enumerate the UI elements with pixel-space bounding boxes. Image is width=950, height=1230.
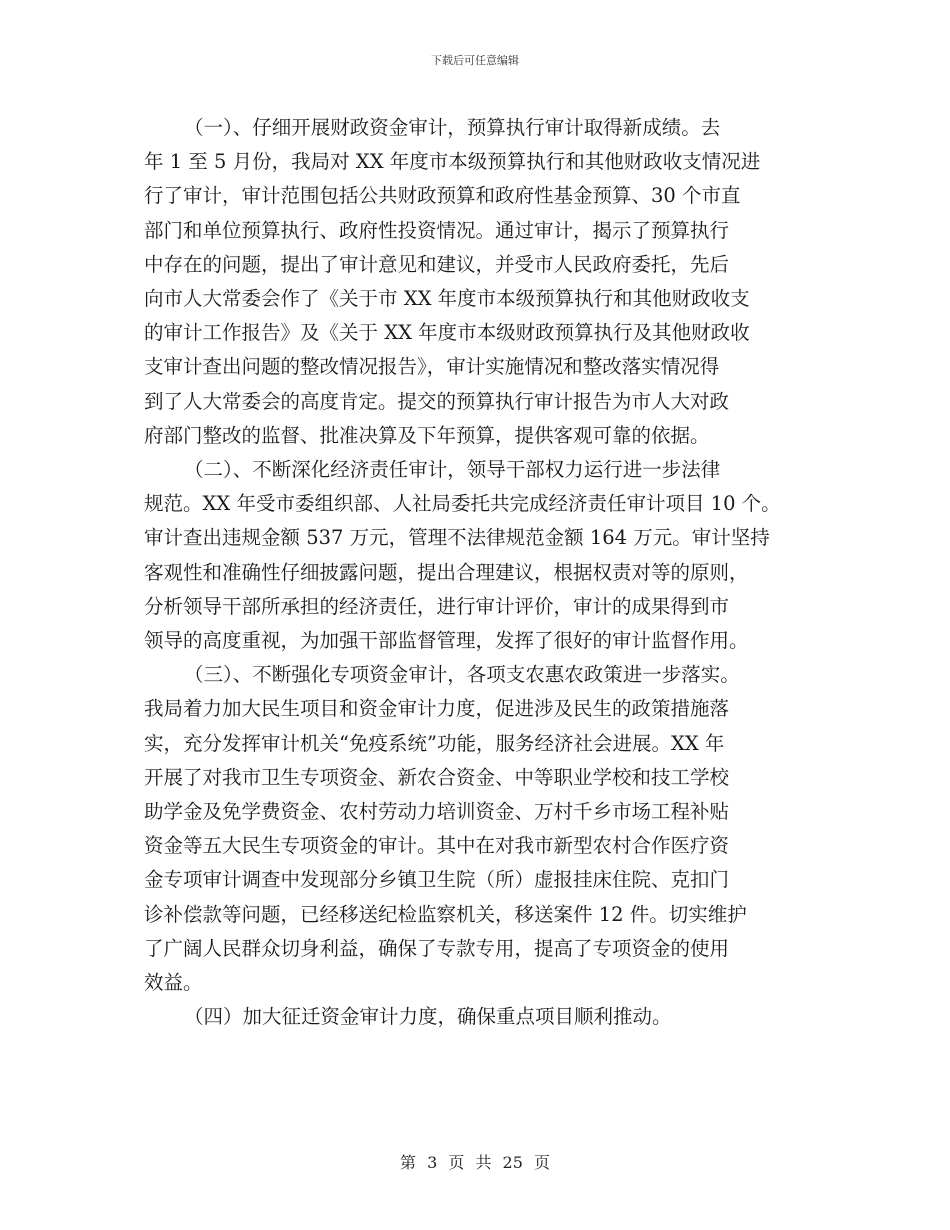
paragraph-line: （二）、不断深化经济责任审计，领导干部权力运行进一步法律 xyxy=(184,458,721,482)
paragraph-1 xyxy=(144,111,809,453)
paragraph-line: 助学金及免学费资金、农村劳动力培训资金、万村千乡市场工程补贴 xyxy=(144,800,730,824)
paragraph-4 xyxy=(144,1000,809,1034)
paragraph-line: 审计查出违规金额 537 万元，管理不法律规范金额 164 万元。审计坚持 xyxy=(144,526,770,550)
paragraph-2 xyxy=(144,453,809,658)
paragraph-line: 部门和单位预算执行、政府性投资情况。通过审计，揭示了预算执行 xyxy=(144,218,730,242)
paragraph-line: 金专项审计调查中发现部分乡镇卫生院（所）虚报挂床住院、克扣门 xyxy=(144,868,730,892)
document-body xyxy=(144,111,809,1034)
paragraph-line: 实，充分发挥审计机关“免疫系统”功能，服务经济社会进展。XX 年 xyxy=(144,731,725,755)
paragraph-line: 诊补偿款等问题，已经移送纪检监察机关，移送案件 12 件。切实维护 xyxy=(144,902,747,926)
page-footer: 第 3 页 共 25 页 xyxy=(400,1153,550,1172)
paragraph-line: 的审计工作报告》及《关于 XX 年度市本级财政预算执行及其他财政收 xyxy=(144,321,750,345)
paragraph-line: 中存在的问题，提出了审计意见和建议，并受市人民政府委托，先后 xyxy=(144,252,730,276)
paragraph-line: 了广阔人民群众切身利益，确保了专款专用，提高了专项资金的使用 xyxy=(144,936,730,960)
paragraph-line: 规范。XX 年受市委组织部、人社局委托共完成经济责任审计项目 10 个。 xyxy=(144,492,781,516)
paragraph-line: 向市人大常委会作了《关于市 XX 年度市本级预算执行和其他财政收支 xyxy=(144,287,750,311)
paragraph-line: 开展了对我市卫生专项资金、新农合资金、中等职业学校和技工学校 xyxy=(144,765,730,789)
paragraph-line: 年 1 至 5 月份，我局对 XX 年度市本级预算执行和其他财政收支情况进 xyxy=(144,150,761,174)
paragraph-line: 效益。 xyxy=(144,971,203,995)
paragraph-line: （三）、不断强化专项资金审计，各项支农惠农政策进一步落实。 xyxy=(184,663,740,687)
paragraph-line: 分析领导干部所承担的经济责任，进行审计评价，审计的成果得到市 xyxy=(144,594,730,618)
page-header: 下载后可任意编辑 xyxy=(431,54,519,67)
paragraph-line: （一）、仔细开展财政资金审计，预算执行审计取得新成绩。去 xyxy=(184,116,721,139)
paragraph-line: 行了审计，审计范围包括公共财政预算和政府性基金预算、30 个市直 xyxy=(144,184,741,208)
paragraph-line: 支审计查出问题的整改情况报告》，审计实施情况和整改落实情况得 xyxy=(144,355,720,379)
paragraph-line: 资金等五大民生专项资金的审计。其中在对我市新型农村合作医疗资 xyxy=(144,834,730,858)
paragraph-line: 领导的高度重视，为加强干部监督管理，发挥了很好的审计监督作用。 xyxy=(144,629,749,653)
paragraph-3 xyxy=(144,658,809,1000)
paragraph-line: （四）加大征迁资金审计力度，确保重点项目顺利推动。 xyxy=(184,1005,672,1029)
paragraph-line: 到了人大常委会的高度肯定。提交的预算执行审计报告为市人大对政 xyxy=(144,389,730,413)
paragraph-line: 客观性和准确性仔细披露问题，提出合理建议，根据权责对等的原则， xyxy=(144,560,749,584)
paragraph-line: 府部门整改的监督、批准决算及下年预算，提供客观可靠的依据。 xyxy=(144,423,710,447)
paragraph-line: 我局着力加大民生项目和资金审计力度，促进涉及民生的政策措施落 xyxy=(144,697,730,721)
